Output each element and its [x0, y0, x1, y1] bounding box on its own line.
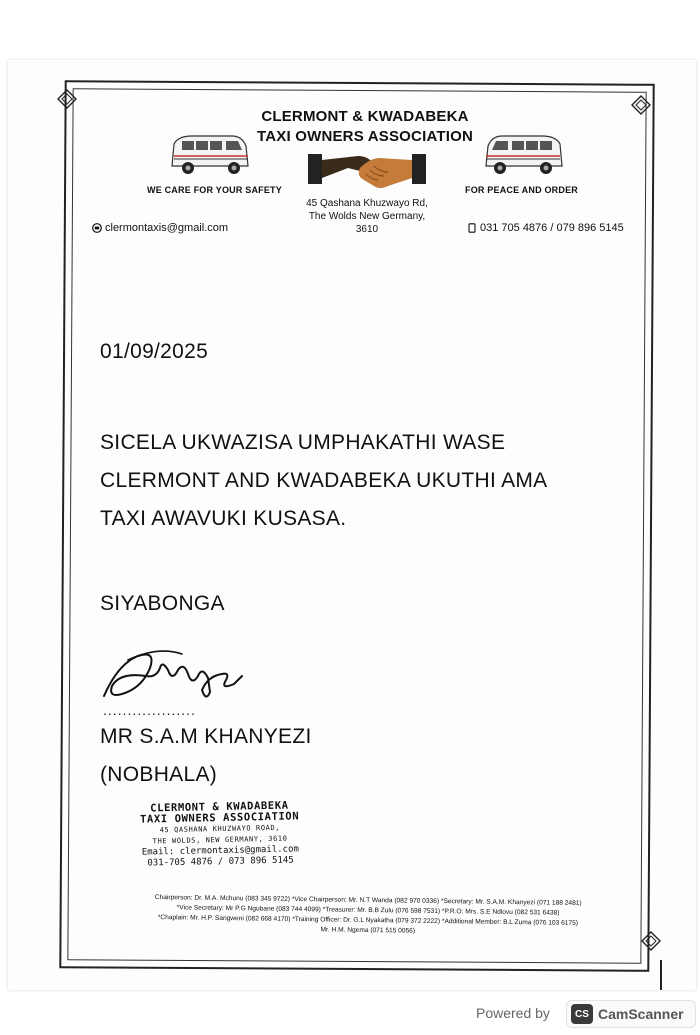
address-line: The Wolds New Germany,: [308, 211, 426, 222]
footer-line: *Vice Secretary: Mr P.G Ngubane (083 744 4099) *Treasurer: Mr. B.B Zulu (076 598 7531) *P.R.O: Mrs. S.E Ndlovu (082 531 6438): [176, 904, 560, 917]
corner-ornament-top-right-icon: [630, 94, 652, 116]
handwritten-signature: [98, 646, 258, 708]
footer-line: Mr. H.M. Ngema (071 515 0056): [320, 926, 416, 935]
officials-footer: [108, 892, 629, 939]
tagline-left: WE CARE FOR YOUR SAFETY: [147, 185, 282, 195]
signer-block: [100, 718, 312, 794]
stamp-line: 031-705 4876 / 073 896 5145: [147, 855, 294, 869]
corner-ornament-top-left-icon: [56, 88, 78, 110]
camscanner-name: CamScanner: [598, 1006, 684, 1022]
association-stamp: [119, 800, 320, 870]
letterhead-title-line2: TAXI OWNERS ASSOCIATION: [257, 128, 473, 145]
corner-ornament-bottom-right-icon: [640, 930, 662, 952]
powered-by-label: Powered by: [476, 1005, 550, 1021]
message-line: SICELA UKWAZISA UMPHAKATHI WASE: [100, 431, 506, 454]
email-text: clermontaxis@gmail.com: [105, 222, 229, 234]
letterhead-address: [282, 197, 452, 236]
handshake-logo-icon: [308, 150, 426, 196]
page-edge-mark: [660, 960, 662, 990]
camscanner-badge: [566, 1000, 696, 1028]
message-line: TAXI AWAVUKI KUSASA.: [100, 507, 347, 530]
stamp-line: TAXI OWNERS ASSOCIATION: [139, 810, 300, 826]
minibus-taxi-right-icon: [482, 132, 566, 182]
footer-line: *Chaplain: Mr. H.P. Sangweni (082 668 4170) *Training Officer: Dr. G.L Nyakatha (079 372 2222) *Additional Member: B.L Zuma (076 103 6175): [157, 914, 579, 927]
letter-closing: SIYABONGA: [100, 592, 225, 615]
minibus-taxi-left-icon: [168, 132, 252, 182]
signer-role: (NOBHALA): [100, 763, 218, 786]
phone-icon: [467, 223, 477, 233]
letterhead-title-line1: CLERMONT & KWADABEKA: [261, 108, 469, 125]
letterhead-phone: [467, 222, 624, 234]
letter-message: [100, 424, 630, 538]
tagline-right: FOR PEACE AND ORDER: [465, 185, 578, 195]
address-line: 3610: [355, 224, 379, 235]
email-icon: [92, 223, 102, 233]
footer-line: Chairperson: Dr. M.A. Mchunu (083 345 9722) *Vice Chairperson: Mr. N.T Wanda (082 970 0336) *Secretary: Mr. S.A.M. Khanyezi (071 188 2481): [154, 894, 582, 907]
phone-text: 031 705 4876 / 079 896 5145: [480, 222, 624, 234]
message-line: CLERMONT AND KWADABEKA UKUTHI AMA: [100, 469, 548, 492]
signer-name: MR S.A.M KHANYEZI: [100, 725, 312, 748]
letter-date: 01/09/2025: [100, 340, 209, 363]
address-line: 45 Qashana Khuzwayo Rd,: [306, 198, 428, 209]
stamp-line: 45 QASHANA KHUZWAYO ROAD,: [159, 823, 281, 835]
stamp-line: THE WOLDS, NEW GERMANY, 3610: [152, 834, 288, 846]
stamp-line: CLERMONT & KWADABEKA: [150, 799, 289, 815]
signature-line: ...................: [103, 702, 196, 718]
letterhead-email: [92, 222, 228, 234]
camscanner-logo-icon: CS: [571, 1004, 593, 1024]
stamp-line: Email: clermontaxis@gmail.com: [141, 844, 299, 858]
